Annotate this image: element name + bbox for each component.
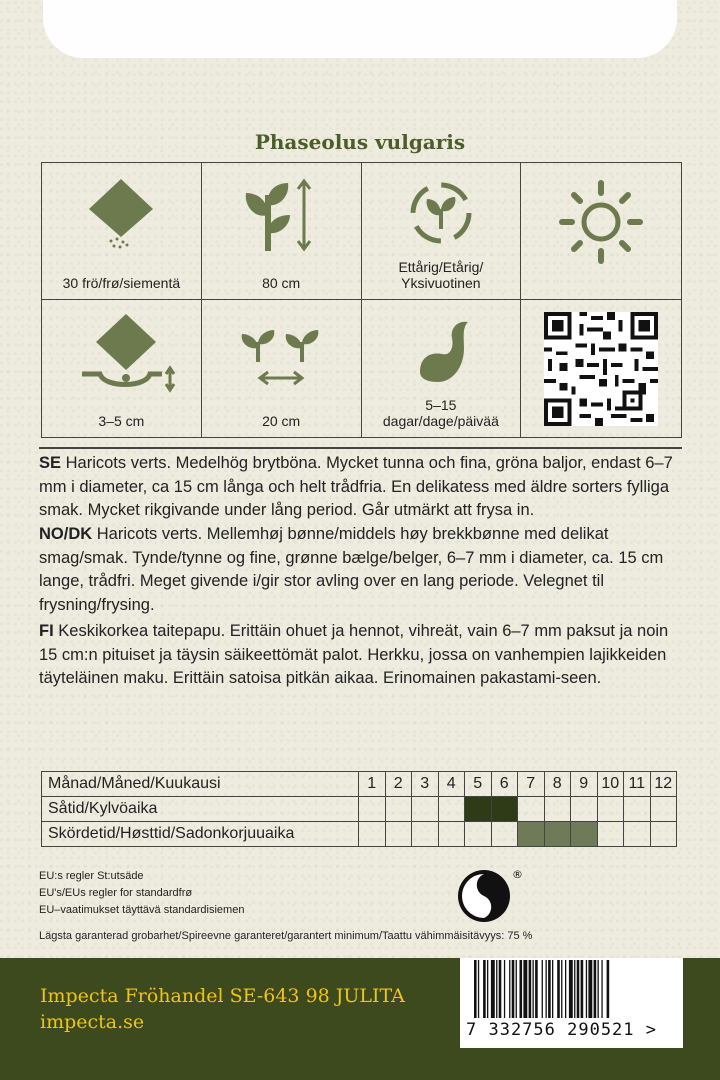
plant-height: 80 cm [262,275,301,291]
harvest-cell [412,822,439,847]
germination-rate: Lägsta garanterad grobarhet/Spireevne garanteret/garantert minimum/Taattu vähimmäisitävyys: 75 % [39,930,533,942]
sowing-cell-active [465,797,492,822]
germination-days: 5–15 dagar/dage/päivää [382,397,499,429]
svg-text:®: ® [512,868,523,881]
harvest-cell-active [544,822,571,847]
harvest-cell [359,822,386,847]
month-cell: 9 [571,772,598,797]
company-name: Impecta Fröhandel SE-643 98 JULITA [40,985,405,1007]
qr-code-icon[interactable] [544,312,658,426]
month-cell: 4 [438,772,465,797]
eu-standard-notes [39,868,244,919]
eu-line: EU–vaatimukset täyttävä standardisiemen [39,904,245,916]
lang-code-se: SE [39,454,62,472]
month-cell: 12 [650,772,677,797]
eu-line: EU:s regler St:utsäde [39,870,144,882]
germination-icon [406,312,476,388]
harvest-cell [650,822,677,847]
sowing-schedule-table [41,771,677,847]
harvest-cell [385,822,412,847]
description-fi [39,620,683,691]
icon-cell-spacing [202,300,362,437]
seed-count: 30 frö/frø/siementä [62,275,181,291]
harvest-label: Skördetid/Høsttid/Sadonkorjuuaika [42,822,359,847]
month-cell: 3 [412,772,439,797]
divider [39,447,682,449]
icon-cell-sun [521,163,681,300]
month-cell: 11 [624,772,651,797]
icon-cell-height [202,163,362,300]
life-cycle: Ettårig/Etårig/ Yksivuotinen [398,259,484,291]
harvest-cell [491,822,518,847]
description-nodk [39,523,683,617]
harvest-cell [597,822,624,847]
plant-spacing-icon [236,312,326,392]
icon-cell-annual [362,163,522,300]
month-cell: 8 [544,772,571,797]
description-se-text: Haricots verts. Medelhög brytböna. Mycket tunna och fina, gröna baljor, endast 6–7 mm i diameter, ca 15 cm långa och helt trådfria. En delikatess med äldre sorters fylliga smak. Mycket rikgivande under lång period. Går utmärkt att frysa in. [39,454,673,519]
green-dot-recycle-icon [456,866,523,924]
sowing-cell [624,797,651,822]
icon-cell-depth [42,300,202,437]
latin-name: Phaseolus vulgaris [254,130,466,154]
seed-packet-icon [81,175,161,251]
month-cell: 2 [385,772,412,797]
lang-code-fi: FI [39,622,54,640]
icon-cell-germination [362,300,522,437]
sowing-cell [385,797,412,822]
sowing-cell [438,797,465,822]
website-link[interactable]: impecta.se [40,1011,145,1033]
harvest-cell [438,822,465,847]
harvest-cell-active [518,822,545,847]
month-cell: 10 [597,772,624,797]
icon-cell-qr [521,300,681,437]
eu-line: EU's/EUs regler for standardfrø [39,887,193,899]
sowing-cell [597,797,624,822]
month-cell: 5 [465,772,492,797]
lang-code-nodk: NO/DK [39,525,93,543]
sowing-label: Såtid/Kylvöaika [42,797,359,822]
icon-cell-seeds [42,163,202,300]
sowing-depth: 3–5 cm [98,413,145,429]
plant-height-icon [236,175,326,255]
description-nodk-text: Haricots verts. Mellemhøj bønne/middels høy brekkbønne med delikat smag/smak. Tynde/tynne og fine, grønne bælge/belger, 6–7 mm i diameter, ca. 15 cm lange, trådfri. Meget givende i/gir stor avling over en lang periode. Velegnet til frysning/frysing. [39,525,664,614]
harvest-row [42,822,677,847]
sowing-cell [650,797,677,822]
description-fi-text: Keskikorkea taitepapu. Erittäin ohuet ja hennot, vihreät, vain 6–7 mm paksut ja noin 15 cm:n pituiset ja täysin säikeettömät palot. Herkku, jossa on vanhempien lajikkeiden täyteläinen maku. Erittäin satoisa pitkän aikaa. Erinomainen pakastami-seen. [39,622,669,687]
sowing-cell [571,797,598,822]
month-label: Månad/Måned/Kuukausi [42,772,359,797]
harvest-cell [624,822,651,847]
barcode-number: 7 332756 290521 > [466,1020,657,1040]
month-row [42,772,677,797]
barcode [460,958,683,1048]
icon-grid [41,162,682,438]
plant-spacing: 20 cm [262,413,301,429]
description-se [39,452,683,523]
sowing-cell [518,797,545,822]
month-cell: 7 [518,772,545,797]
sowing-cell-active [491,797,518,822]
annual-cycle-icon [401,175,481,251]
sowing-depth-icon [66,312,176,392]
harvest-cell-active [571,822,598,847]
harvest-cell [465,822,492,847]
month-cell: 1 [359,772,386,797]
sowing-cell [359,797,386,822]
sowing-row [42,797,677,822]
hang-hole [43,0,677,58]
barcode-bars [466,958,677,1020]
sun-icon [556,177,646,267]
sowing-cell [544,797,571,822]
month-cell: 6 [491,772,518,797]
sowing-cell [412,797,439,822]
company-address [40,983,405,1035]
